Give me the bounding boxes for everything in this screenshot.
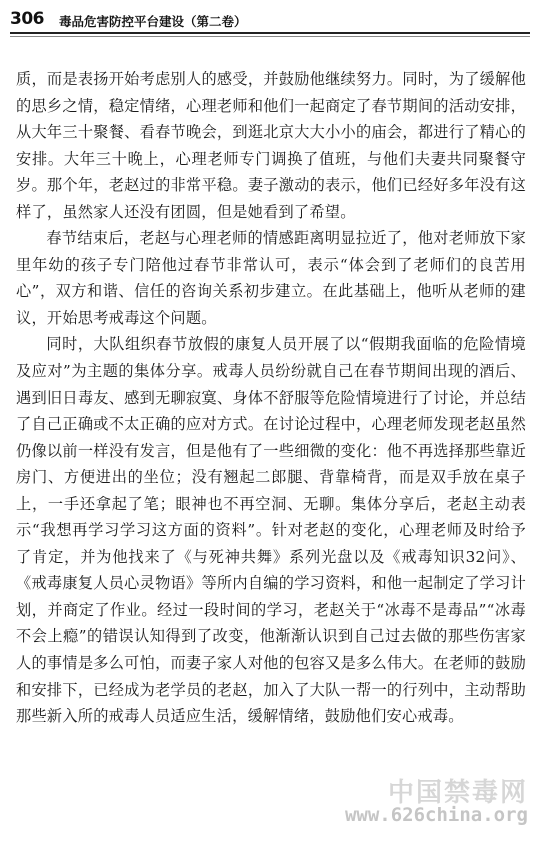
- watermark-site-name: 中国禁毒网: [387, 778, 528, 808]
- paragraph-3: 同时，大队组织春节放假的康复人员开展了以“假期我面临的危险情境及应对”为主题的集体分享。戒毒人员纷纷就自己在春节期间出现的酒后、遇到旧日毒友、感到无聊寂寞、身体不舒服等危险情境进行了讨论，并总结了自己正确或不太正确的应对方式。在讨论过程中，心理老师发现老赵虽然仍像以前一样没有发言，但是他有了一些细微的变化：他不再选择那些靠近房门、方便进出的坐位；没有翘起二郎腿、背靠椅背，而是双手放在桌子上，一手还拿起了笔；眼神也不再空洞、无聊。集体分享后，老赵主动表示“我想再学习学习这方面的资料”。针对老赵的变化，心理老师及时给予了肯定，并为他找来了《与死神共舞》系列光盘以及《戒毒知识32问》、《戒毒康复人员心灵物语》等所内自编的学习资料，和他一起制定了学习计划，并商定了作业。经过一段时间的学习，老赵关于“冰毒不是毒品”“冰毒不会上瘾”的错误认知得到了改变，他渐渐认识到自己过去做的那些伤害家人的事情是多么可怕，而妻子家人对他的包容又是多么伟大。在老师的鼓励和安排下，已经成为老学员的老赵，加入了大队一帮一的行列中，主动帮助那些新入所的戒毒人员适应生活，缓解情绪，鼓励他们安心戒毒。: [16, 335, 526, 726]
- site-watermark: [320, 772, 530, 832]
- header-rule-thin: [10, 36, 530, 37]
- paragraph-1: 质，而是表扬开始考虑别人的感受，并鼓励他继续努力。同时，为了缓解他的思乡之情，稳定情绪，心理老师和他们一起商定了春节期间的活动安排，从大年三十聚餐、看春节晚会，到逛北京大大小小的庙会，都进行了精心的安排。大年三十晚上，心理老师专门调换了值班，与他们夫妻共同聚餐守岁。那个年，老赵过的非常平稳。妻子激动的表示，他们已经好多年没有这样了，虽然家人还没有团圆，但是她看到了希望。: [16, 70, 526, 221]
- watermark-url: www.626china.org: [344, 804, 528, 826]
- body-text: [16, 66, 526, 730]
- page-header: [0, 0, 540, 40]
- page-number: 306: [10, 9, 44, 29]
- running-title: 毒品危害防控平台建设（第二卷）: [59, 14, 247, 29]
- paragraph-2: 春节结束后，老赵与心理老师的情感距离明显拉近了，他对老师放下家里年幼的孩子专门陪他过春节非常认可，表示“体会到了老师们的良苦用心”，双方和谐、信任的咨询关系初步建立。在此基础上，他听从老师的建议，开始思考戒毒这个问题。: [16, 229, 526, 327]
- header-rule: [10, 32, 530, 34]
